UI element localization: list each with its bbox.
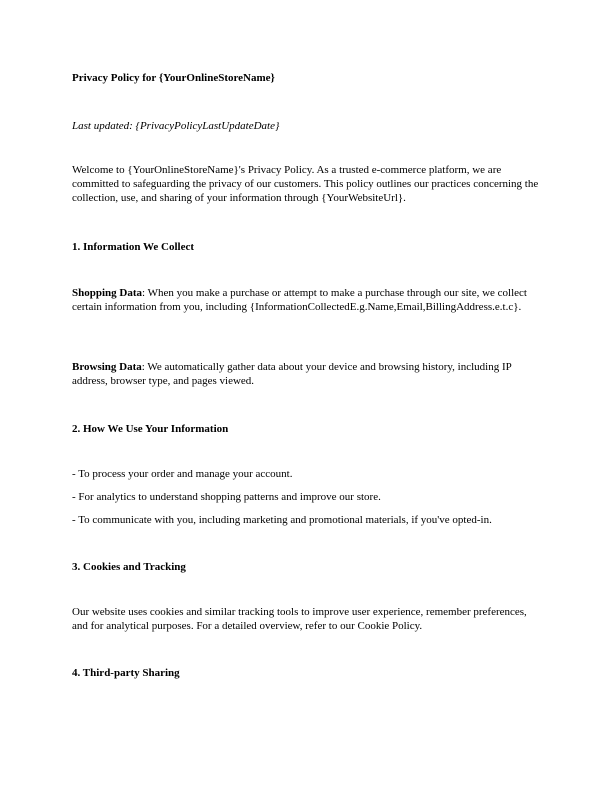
browsing-data-text: : We automatically gather data about your device and browsing history, including IP address, browser type, and pages viewed. xyxy=(72,361,512,387)
intro-paragraph: Welcome to {YourOnlineStoreName}'s Privacy Policy. As a trusted e-commerce platform, we are committed to safeguarding the privacy of our customers. This policy outlines our practices concerning the collection, use, and sharing of your information through {YourWebsiteUrl}. xyxy=(72,164,539,204)
browsing-data-paragraph xyxy=(72,360,542,388)
shopping-data-paragraph xyxy=(72,286,542,314)
shopping-data-label: Shopping Data xyxy=(72,287,143,299)
shopping-data-text: : When you make a purchase or attempt to make a purchase through our site, we collect certain information from you, including {InformationCollectedE.g.Name,Email,BillingAddress.e.t.c}. xyxy=(72,287,527,313)
browsing-data-label: Browsing Data xyxy=(72,361,142,373)
list-item: - To process your order and manage your account. xyxy=(72,468,293,480)
list-item: - To communicate with you, including marketing and promotional materials, if you've opted-in. xyxy=(72,514,492,526)
last-updated-date: Last updated: {PrivacyPolicyLastUpdateDate} xyxy=(72,120,280,132)
document-title: Privacy Policy for {YourOnlineStoreName} xyxy=(72,72,275,84)
section-heading-how-we-use: 2. How We Use Your Information xyxy=(72,423,229,435)
section-heading-third-party-sharing: 4. Third-party Sharing xyxy=(72,667,180,679)
cookies-paragraph: Our website uses cookies and similar tracking tools to improve user experience, remember preferences, and for analytical purposes. For a detailed overview, refer to our Cookie Policy. xyxy=(72,606,527,632)
list-item: - For analytics to understand shopping patterns and improve our store. xyxy=(72,491,381,503)
section-heading-information-we-collect: 1. Information We Collect xyxy=(72,241,195,253)
section-heading-cookies-and-tracking: 3. Cookies and Tracking xyxy=(72,561,186,573)
